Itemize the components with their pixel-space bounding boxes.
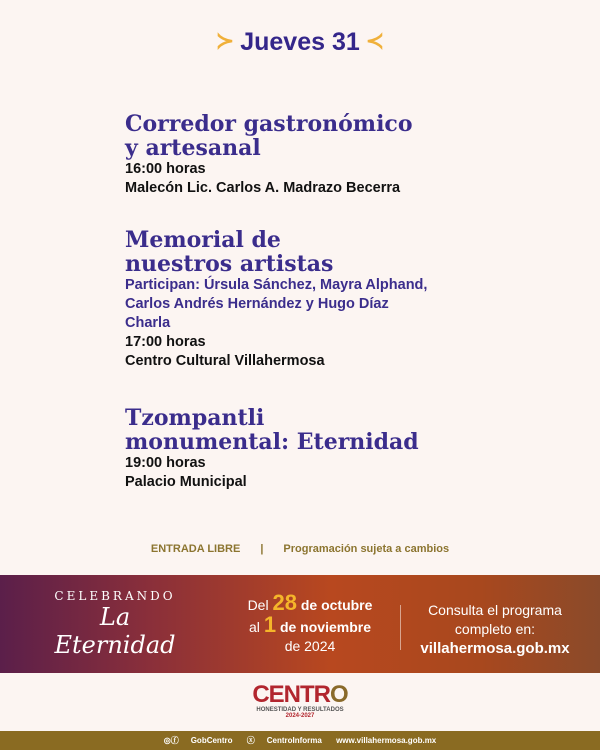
end-day: 1 bbox=[263, 612, 277, 637]
brand-slogan: HONESTIDAD Y RESULTADOS bbox=[256, 707, 344, 713]
swoosh-right-icon: ≺ bbox=[365, 28, 385, 53]
entry-note bbox=[0, 543, 600, 555]
consult-info bbox=[410, 601, 580, 658]
brand-name: CENTR bbox=[252, 681, 330, 708]
event-title: y artesanal bbox=[125, 135, 261, 161]
event-title: Corredor gastronómico bbox=[125, 111, 413, 137]
divider bbox=[400, 605, 401, 650]
event-participants: Carlos Andrés Hernández y Hugo Díaz bbox=[125, 296, 389, 312]
consult-line: completo en: bbox=[454, 621, 536, 637]
day-label: Jueves 31 bbox=[240, 28, 360, 56]
swoosh-left-icon: ≻ bbox=[215, 28, 235, 53]
website-link[interactable]: www.villahermosa.gob.mx bbox=[336, 736, 437, 745]
event-place: Palacio Municipal bbox=[125, 474, 247, 490]
centro-logo bbox=[0, 683, 600, 719]
day-heading bbox=[0, 28, 600, 57]
start-month: de octubre bbox=[300, 597, 373, 613]
al: al bbox=[249, 619, 260, 635]
event-title: monumental: Eternidad bbox=[125, 429, 419, 455]
event-title: Memorial de bbox=[125, 227, 281, 253]
event-place: Centro Cultural Villahermosa bbox=[125, 353, 325, 369]
celebrando-logo bbox=[40, 589, 190, 659]
event-1 bbox=[125, 112, 505, 198]
brand-years: 2024-2027 bbox=[285, 713, 315, 719]
brand-name-o: O bbox=[330, 681, 348, 708]
event-3 bbox=[125, 406, 505, 492]
festival-banner bbox=[0, 575, 600, 673]
x-icon: ⓧ bbox=[246, 736, 255, 745]
instagram-facebook-icon: ◎ⓕ bbox=[163, 736, 179, 745]
year: de 2024 bbox=[284, 638, 336, 654]
separator: | bbox=[260, 543, 264, 555]
event-2 bbox=[125, 228, 505, 371]
footer-bar bbox=[0, 731, 600, 750]
disclaimer: Programación sujeta a cambios bbox=[283, 543, 450, 555]
event-participants: Participan: Úrsula Sánchez, Mayra Alphand, bbox=[125, 277, 428, 293]
social-gobcentro[interactable]: GobCentro bbox=[190, 736, 233, 745]
del: Del bbox=[247, 597, 269, 613]
end-month: de noviembre bbox=[279, 619, 371, 635]
event-title: Tzompantli bbox=[125, 405, 265, 431]
entry-label: ENTRADA LIBRE bbox=[150, 543, 241, 555]
start-day: 28 bbox=[272, 590, 297, 615]
event-time: 16:00 horas bbox=[125, 161, 206, 177]
logo-top: CELEBRANDO bbox=[54, 589, 176, 603]
event-place: Malecón Lic. Carlos A. Madrazo Becerra bbox=[125, 180, 401, 196]
program-link[interactable]: villahermosa.gob.mx bbox=[420, 640, 570, 657]
event-type: Charla bbox=[125, 315, 171, 331]
date-range bbox=[235, 590, 385, 656]
event-title: nuestros artistas bbox=[125, 251, 334, 277]
logo-bottom: La Eternidad bbox=[54, 603, 176, 659]
event-time: 19:00 horas bbox=[125, 455, 206, 471]
event-time: 17:00 horas bbox=[125, 334, 206, 350]
consult-line: Consulta el programa bbox=[428, 602, 562, 618]
social-centroinforma[interactable]: CentroInforma bbox=[266, 736, 322, 745]
